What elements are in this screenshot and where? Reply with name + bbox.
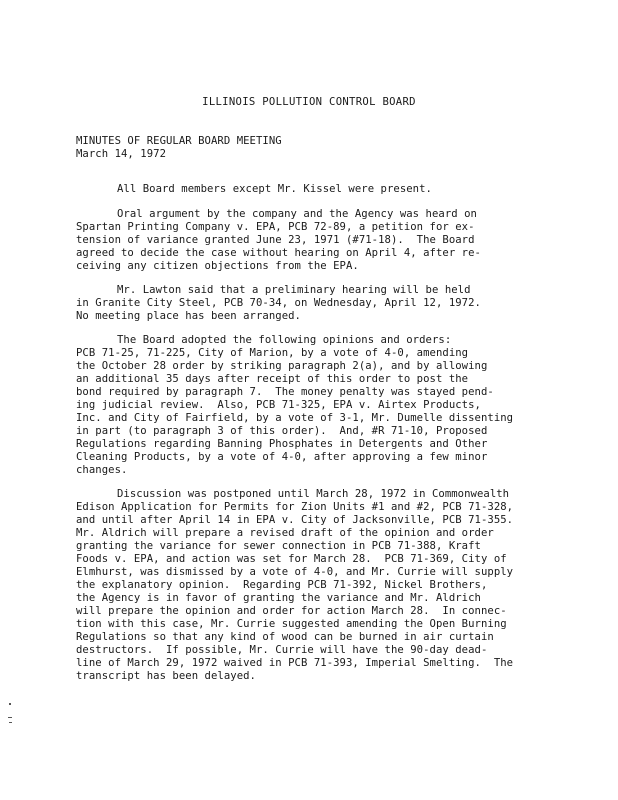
- paragraph-line: Regulations so that any kind of wood can be burned in air curtain: [76, 631, 494, 643]
- paragraph-line: will prepare the opinion and order for action March 28. In connec-: [76, 605, 507, 617]
- meeting-date: March 14, 1972: [76, 148, 166, 160]
- paragraph-line: Spartan Printing Company v. EPA, PCB 72-89, a petition for ex-: [76, 221, 475, 233]
- paragraph-line: the October 28 order by striking paragraph 2(a), and by allowing: [76, 360, 488, 372]
- paragraph-line: Oral argument by the company and the Agency was heard on: [117, 208, 477, 220]
- minutes-heading: MINUTES OF REGULAR BOARD MEETING: [76, 135, 282, 147]
- scan-speck: [9, 722, 12, 723]
- paragraph-line: changes.: [76, 464, 128, 476]
- paragraph-line: Cleaning Products, by a vote of 4-0, after approving a few minor: [76, 451, 488, 463]
- paragraph-line: the Agency is in favor of granting the variance and Mr. Aldrich: [76, 592, 481, 604]
- paragraph-line: The Board adopted the following opinions and orders:: [117, 334, 452, 346]
- paragraph-line: tension of variance granted June 23, 1971 (#71-18). The Board: [76, 234, 475, 246]
- paragraph-line: Regulations regarding Banning Phosphates in Detergents and Other: [76, 438, 488, 450]
- paragraph-line: Discussion was postponed until March 28, 1972 in Commonwealth: [117, 488, 510, 500]
- paragraph-line: in part (to paragraph 3 of this order). And, #R 71-10, Proposed: [76, 425, 488, 437]
- paragraph-line: line of March 29, 1972 waived in PCB 71-393, Imperial Smelting. The: [76, 657, 514, 669]
- paragraph-line: transcript has been delayed.: [76, 670, 256, 682]
- paragraph-line: Foods v. EPA, and action was set for March 28. PCB 71-369, City of: [76, 553, 507, 565]
- paragraph-line: the explanatory opinion. Regarding PCB 71-392, Nickel Brothers,: [76, 579, 488, 591]
- paragraph-line: an additional 35 days after receipt of this order to post the: [76, 373, 469, 385]
- paragraph-line: Mr. Aldrich will prepare a revised draft of the opinion and order: [76, 527, 494, 539]
- paragraph-line: Edison Application for Permits for Zion Units #1 and #2, PCB 71-328,: [76, 501, 514, 513]
- paragraph-line: ceiving any citizen objections from the EPA.: [76, 260, 359, 272]
- paragraph-line: destructors. If possible, Mr. Currie will have the 90-day dead-: [76, 644, 488, 656]
- paragraph-line: granting the variance for sewer connection in PCB 71-388, Kraft: [76, 540, 481, 552]
- paragraph-line: agreed to decide the case without hearing on April 4, after re-: [76, 247, 481, 259]
- board-title: ILLINOIS POLLUTION CONTROL BOARD: [202, 96, 416, 108]
- paragraph-line: No meeting place has been arranged.: [76, 310, 301, 322]
- paragraph-line: Mr. Lawton said that a preliminary hearing will be held: [117, 284, 471, 296]
- paragraph-line: All Board members except Mr. Kissel were present.: [117, 183, 432, 195]
- paragraph-line: and until after April 14 in EPA v. City of Jacksonville, PCB 71-355.: [76, 514, 514, 526]
- scan-speck: [8, 717, 12, 718]
- paragraph-line: ing judicial review. Also, PCB 71-325, EPA v. Airtex Products,: [76, 399, 481, 411]
- paragraph-line: tion with this case, Mr. Currie suggested amending the Open Burning: [76, 618, 507, 630]
- paragraph-line: bond required by paragraph 7. The money penalty was stayed pend-: [76, 386, 494, 398]
- paragraph-line: Elmhurst, was dismissed by a vote of 4-0, and Mr. Currie will supply: [76, 566, 514, 578]
- scan-speck: [9, 703, 11, 705]
- paragraph-line: PCB 71-25, 71-225, City of Marion, by a vote of 4-0, amending: [76, 347, 469, 359]
- paragraph-line: Inc. and City of Fairfield, by a vote of 3-1, Mr. Dumelle dissenting: [76, 412, 514, 424]
- paragraph-line: in Granite City Steel, PCB 70-34, on Wednesday, April 12, 1972.: [76, 297, 481, 309]
